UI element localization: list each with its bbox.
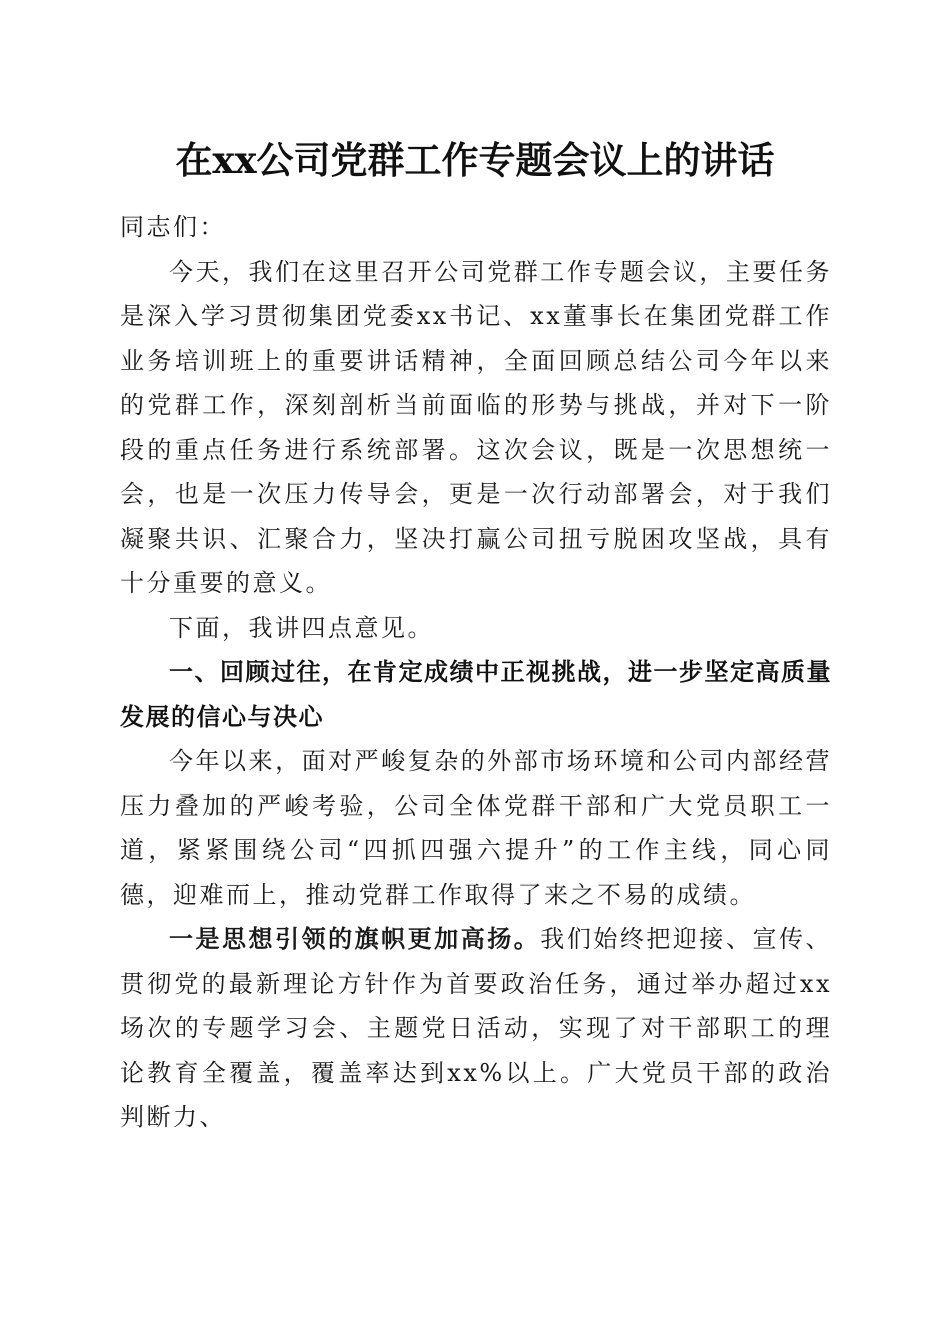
paragraph-transition: 下面，我讲四点意见。 xyxy=(169,613,434,642)
paragraph-section1-body: 今年以来，面对严峻复杂的外部市场环境和公司内部经营压力叠加的严峻考验，公司全体党群干部和广大党员职工一道，紧紧围绕公司“四抓四强六提升”的工作主线，同心同德，迎难而上，推动党群工作取得了来之不易的成绩。 xyxy=(120,747,832,909)
section-heading-1: 一、回顾过往，在肯定成绩中正视挑战，进一步坚定高质量发展的信心与决心 xyxy=(120,658,832,731)
point1-lead: 一是思想引领的旗帜更加高扬。 xyxy=(169,924,541,953)
paragraph-point1 xyxy=(120,917,832,1140)
point1-body: 我们始终把迎接、宣传、贯彻党的最新理论方针作为首要政治任务，通过举办超过xx场次的专题学习会、主题党日活动，实现了对干部职工的理论教育全覆盖，覆盖率达到xx%以上。广大党员干部的政治判断力、 xyxy=(120,925,833,1131)
document-body xyxy=(120,205,832,1140)
salutation: 同志们： xyxy=(120,213,226,241)
paragraph-intro: 今天，我们在这里召开公司党群工作专题会议，主要任务是深入学习贯彻集团党委xx书记、xx董事长在集团党群工作业务培训班上的重要讲话精神，全面回顾总结公司今年以来的党群工作，深刻剖析当前面临的形势与挑战，并对下一阶段的重点任务进行系统部署。这次会议，既是一次思想统一会，也是一次压力传导会，更是一次行动部署会，对于我们凝聚共识、汇聚合力，坚决打赢公司扭亏脱困攻坚战，具有十分重要的意义。 xyxy=(120,257,832,597)
document-title: 在xx公司党群工作专题会议上的讲话 xyxy=(175,138,775,182)
